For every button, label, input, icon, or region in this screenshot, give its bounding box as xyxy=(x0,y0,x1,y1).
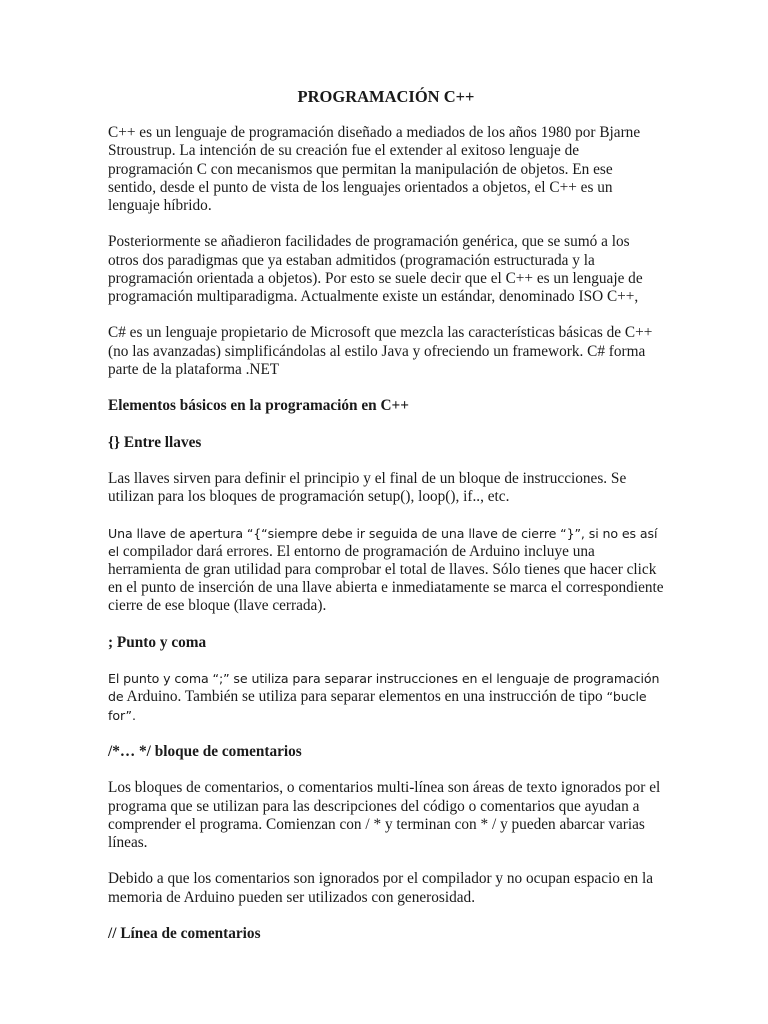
heading-basic-elements: Elementos básicos en la programación en C++ xyxy=(108,397,409,415)
paragraph-braces-detail xyxy=(108,525,664,616)
heading-line-comment: // Línea de comentarios xyxy=(108,924,261,942)
paragraph-braces-purpose: Las llaves sirven para definir el principio y el final de un bloque de instrucciones. Se utilizan para los bloques de programación setup(), loop(), if.., etc. xyxy=(108,469,627,506)
semicolon-detail-text: Arduino. También se utiliza para separar elementos en una instrucción de tipo xyxy=(123,688,607,706)
braces-detail-text: compilador dará errores. El entorno de programación de Arduino incluye una herramienta de gran utilidad para comprobar el total de llaves. Sólo tienes que hacer click en el punto de inserción de una llave abierta e inmediatamente se marca el correspondiente cierre de ese bloque (llave cerrada). xyxy=(108,542,664,615)
braces-quote-text: Una llave de apertura “{“siempre debe ir seguida de una llave de cierre “}”, si no es así el xyxy=(108,525,658,559)
paragraph-comment-block: Los bloques de comentarios, o comentarios multi-línea son áreas de texto ignorados por el programa que se utilizan para las descripciones del código o comentarios que ayudan a comprender el programa. Comienzan con / * y terminan con * / y pueden abarcar varias líneas. xyxy=(108,779,661,851)
paragraph-intro: C++ es un lenguaje de programación diseñado a mediados de los años 1980 por Bjarne Stroustrup. La intención de su creación fue el extender al exitoso lenguaje de programación C con mecanismos que permitan la manipulación de objetos. En ese sentido, desde el punto de vista de los lenguajes orientados a objetos, el C++ es un lenguaje híbrido. xyxy=(108,124,641,215)
paragraph-csharp: C# es un lenguaje propietario de Microsoft que mezcla las características básicas de C++ (no las avanzadas) simplificándolas al estilo Java y ofreciendo un framework. C# forma parte de la plataforma .NET xyxy=(108,324,653,378)
paragraph-comment-generosity: Debido a que los comentarios son ignorados por el compilador y no ocupan espacio en la memoria de Arduino pueden ser utilizados con generosidad. xyxy=(108,870,654,906)
semicolon-quote-text: El punto y coma “;” se utiliza para separar instrucciones en el lenguaje de programación de xyxy=(108,671,660,705)
paragraph-semicolon xyxy=(108,670,664,725)
semicolon-bucle-text: “bucle for”. xyxy=(108,689,647,723)
document-page xyxy=(108,88,664,961)
document-title: PROGRAMACIÓN C++ xyxy=(297,87,475,106)
paragraph-generic-programming: Posteriormente se añadieron facilidades de programación genérica, que se sumó a los otros dos paradigmas que ya estaban admitidos (programación estructurada y la programación orientada a objetos). Por esto se suele decir que el C++ es un lenguaje de programación multiparadigma. Actualmente existe un estándar, denominado ISO C++, xyxy=(108,233,643,306)
heading-braces: {} Entre llaves xyxy=(108,433,202,451)
heading-comment-block: /*… */ bloque de comentarios xyxy=(108,742,302,760)
heading-semicolon: ; Punto y coma xyxy=(108,633,207,651)
